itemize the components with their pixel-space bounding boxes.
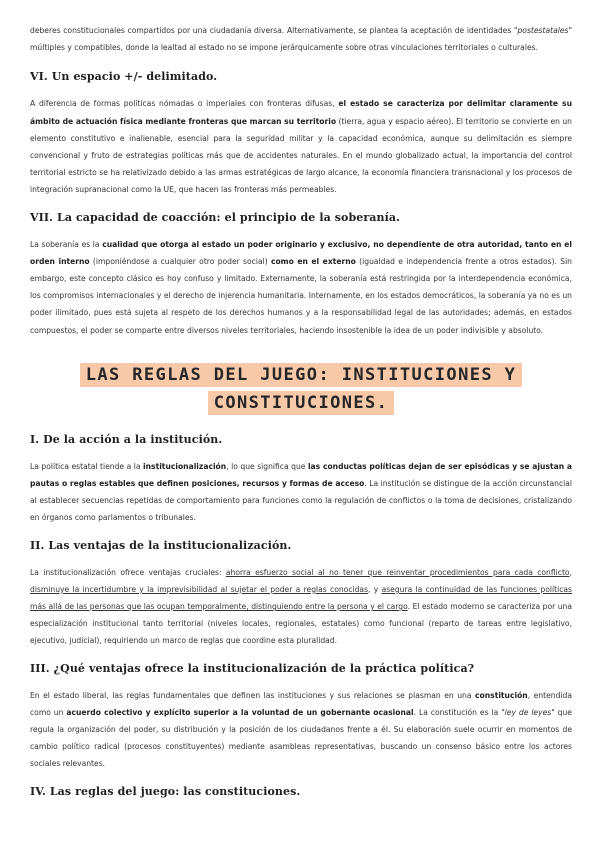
paragraph-section-6: A diferencia de formas políticas nómadas o imperiales con fronteras difusas, el estado se caracteriza por delimitar claramente su ámbito de actuación física mediante fronteras que marcan su territorio (tierra, agua y espacio aéreo). El territorio se convierte en un elemento constitutivo e inalienable, esencial para la seguridad militar y la capacidad económica, aunque su delimitación es siempre convencional y fruto de estrategias políticas más que de accidentes naturales. En el mundo globalizado actual, la importancia del control territorial estricto se ha relativizado debido a las armas estratégicas de largo alcance, la economía financiera transnacional y los procesos de integración supranacional como la UE, que hacen las fronteras más permeables. — [30, 99, 572, 195]
paragraph-section-3: En el estado liberal, las reglas fundamentales que definen las instituciones y sus relaciones se plasman en una constitución, entendida como un acuerdo colectivo y explícito superior a la voluntad de un gobernante ocasional. La constitución es la "ley de leyes" que regula la organización del poder, su distribución y la posición de los ciudadanos frente a él. Su elaboración suele ocurrir en momentos de cambio político radical (procesos constituyentes) mediante asambleas representativas, buscando un consenso básico entre los actores sociales relevantes. — [30, 690, 572, 769]
heading-section-3: III. ¿Qué ventajas ofrece la institucionalización de la práctica política? — [30, 661, 475, 675]
paragraph-section-7: La soberanía es la cualidad que otorga al estado un poder originario y exclusivo, no dependiente de otra autoridad, tanto en el orden interno (imponiéndose a cualquier otro poder social) como en el externo (igualdad e independencia frente a otros estados). Sin embargo, este concepto clásico es hoy confuso y limitado. Externamente, la soberanía está restringida por la interdependencia económica, los compromisos internacionales y el derecho de injerencia humanitaria. Internamente, en los estados democráticos, la soberanía ya no es un poder ilimitado, pues está sujeta al respeto de los derechos humanos y a la responsabilidad legal de las autoridades; además, en estados compuestos, el poder se comparte entre diversos niveles territoriales, haciendo insostenible la idea de un poder indivisible y absoluto. — [30, 239, 572, 335]
heading-section-1: I. De la acción a la institución. — [30, 432, 223, 446]
heading-section-7: VII. La capacidad de coacción: el principio de la soberanía. — [30, 210, 401, 224]
document-page — [30, 22, 572, 798]
chapter-banner — [30, 361, 572, 417]
heading-section-2: II. Las ventajas de la institucionalización. — [30, 538, 292, 552]
heading-section-4: IV. Las reglas del juego: las constituciones. — [30, 784, 301, 798]
paragraph-intro: deberes constitucionales compartidos por una ciudadanía diversa. Alternativamente, se plantea la aceptación de identidades "postestatales" múltiples y compatibles, donde la lealtad al estado no se impone jerárquicamente sobre otras vinculaciones territoriales o culturales. — [30, 26, 572, 53]
paragraph-section-2: La institucionalización ofrece ventajas cruciales: ahorra esfuerzo social al no tener que reinventar procedimientos para cada conflicto, disminuye la incertidumbre y la imprevisibilidad al sujetar el poder a reglas conocidas, y asegura la continuidad de las funciones políticas más allá de las personas que las ocupan temporalmente, distinguiendo entre la persona y el cargo. El estado moderno se caracteriza por una especialización institucional tanto territorial (niveles locales, regionales, estatales) como funcional (reparto de tareas entre legislativo, ejecutivo, judicial), requiriendo un marco de reglas que coordine esta pluralidad. — [30, 567, 572, 646]
heading-section-6: VI. Un espacio +/- delimitado. — [30, 70, 218, 84]
chapter-title: LAS REGLAS DEL JUEGO: INSTITUCIONES Y CONSTITUCIONES. — [80, 363, 523, 415]
paragraph-section-1: La política estatal tiende a la institucionalización, lo que significa que las conductas políticas dejan de ser episódicas y se ajustan a pautas o reglas estables que definen posiciones, recursos y formas de acceso. La institución se distingue de la acción circunstancial al establecer secuencias repetidas de comportamiento para funciones como la regulación de conflictos o la toma de decisiones, cristalizando en órganos como parlamentos o tribunales. — [30, 461, 572, 523]
